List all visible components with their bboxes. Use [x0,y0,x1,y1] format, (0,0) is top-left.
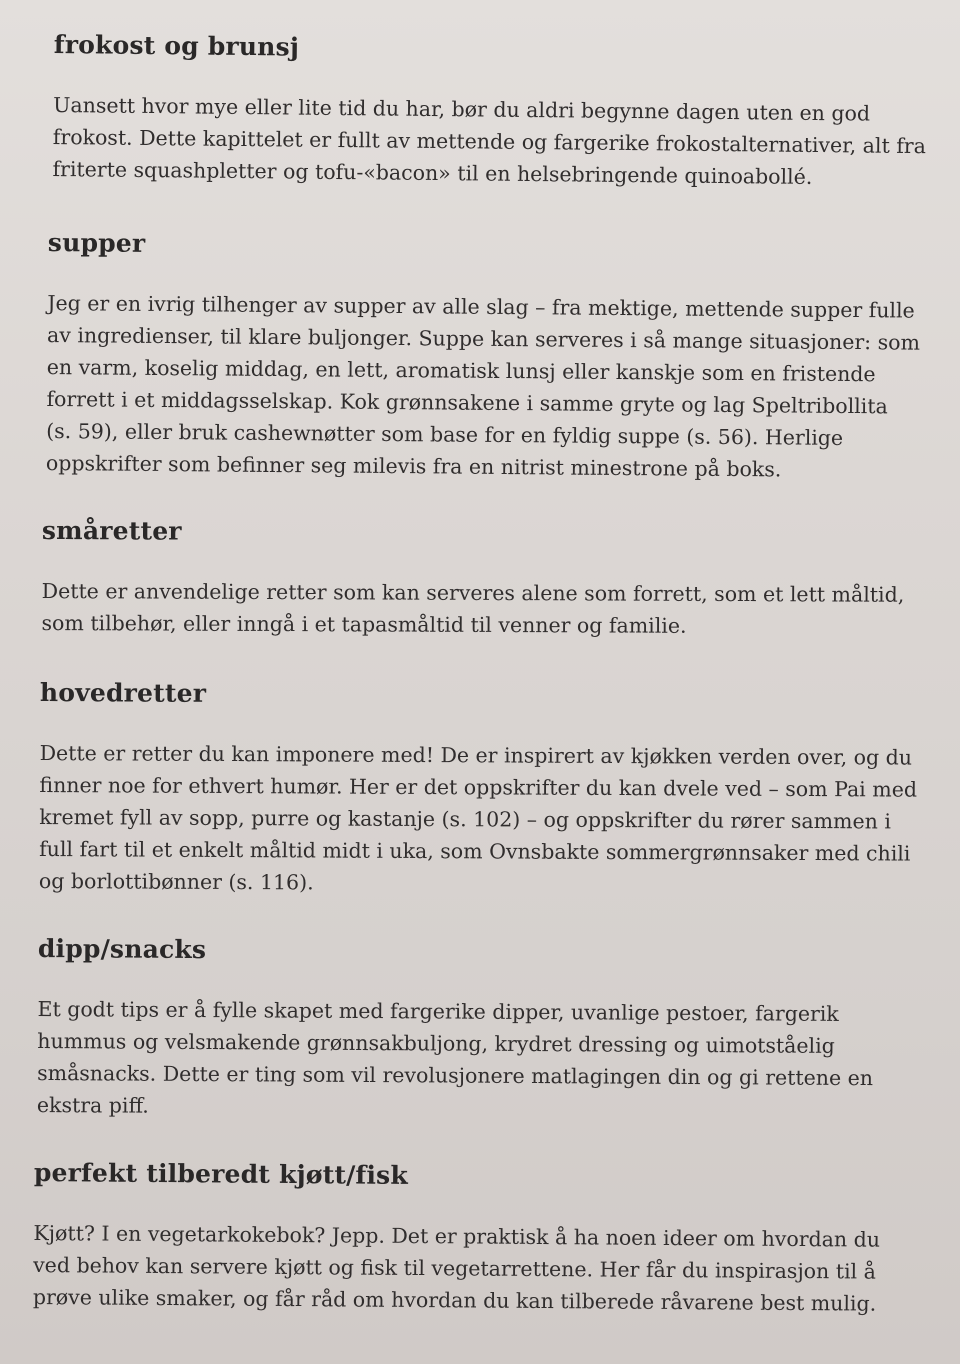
section-body [52,89,933,194]
body-line: hummus og velsmakende grønnsakbuljong, krydret dressing og uimotståelig [37,1028,835,1058]
section-heading: hovedretter [39,678,207,708]
body-line: full fart til et enkelt måltid midt i uka, som Ovnsbakte sommergrønnsaker med chili [39,836,911,866]
section-perfekt-tilberedt-kjott-fisk [33,1158,914,1320]
section-body [46,287,928,487]
section-frokost-og-brunsj [52,30,934,194]
section-hovedretter [39,678,920,902]
section-dipp-snacks [37,934,918,1126]
body-line: en varm, koselig middag, en lett, aromatisk lunsj eller kanskje som en fristende [46,354,876,387]
section-body [33,1217,914,1320]
body-line: som tilbehør, eller inngå i et tapasmåltid til venner og familie. [41,610,687,638]
section-supper [46,228,928,487]
body-line: av ingredienser, til klare buljonger. Suppe kan serveres i så mange situasjoner: som [46,322,921,355]
section-body [41,575,921,643]
body-line: forrett i et middagsselskap. Kok grønnsakene i samme gryte og lag Speltribollita [46,386,888,419]
body-line: friterte squashpletter og tofu-«bacon» til en helsebringende quinoabollé. [52,156,813,189]
body-line: oppskrifter som befinner seg milevis fra en nitrist minestrone på boks. [45,450,782,482]
section-heading: supper [47,228,146,258]
body-line: ekstra piff. [36,1092,149,1118]
body-line: frokost. Dette kapittelet er fullt av mettende og fargerike frokostalternativer, alt fra [52,124,927,159]
body-line: prøve ulike smaker, og får råd om hvordan du kan tilberede råvarene best mulig. [32,1284,877,1316]
body-line: Kjøtt? I en vegetarkokebok? Jepp. Det er praktisk å ha noen ideer om hvordan du [33,1220,881,1252]
section-heading: perfekt tilberedt kjøtt/fisk [33,1158,409,1190]
section-heading: småretter [41,516,182,546]
body-line: og borlottibønner (s. 116). [38,868,314,895]
body-line: ved behov kan servere kjøtt og fisk til vegetarrettene. Her får du inspirasjon til å [33,1252,876,1284]
section-body [39,737,920,902]
body-line: Jeg er en ivrig tilhenger av supper av alle slag – fra mektige, mettende supper fulle [47,290,915,323]
body-line: finner noe for ethvert humør. Her er det oppskrifter du kan dvele ved – som Pai med [39,772,918,802]
body-line: Et godt tips er å fylle skapet med fargerike dipper, uvanlige pestoer, fargerik [37,996,839,1026]
section-heading: frokost og brunsj [53,30,300,62]
body-line: (s. 59), eller bruk cashewnøtter som base for en fyldig suppe (s. 56). Herlige [46,418,844,450]
body-line: småsnacks. Dette er ting som vil revolusjonere matlagingen din og gi rettene en [37,1060,874,1091]
body-line: Uansett hvor mye eller lite tid du har, bør du aldri begynne dagen uten en god [53,92,871,126]
body-line: Dette er retter du kan imponere med! De er inspirert av kjøkken verden over, og du [39,740,913,770]
section-heading: dipp/snacks [37,934,207,965]
body-line: Dette er anvendelige retter som kan serveres alene som forrett, som et lett måltid, [41,578,905,607]
section-body [37,993,918,1126]
body-line: kremet fyll av sopp, purre og kastanje (s. 102) – og oppskrifter du rører sammen i [39,804,892,834]
section-smaretter [41,516,922,643]
